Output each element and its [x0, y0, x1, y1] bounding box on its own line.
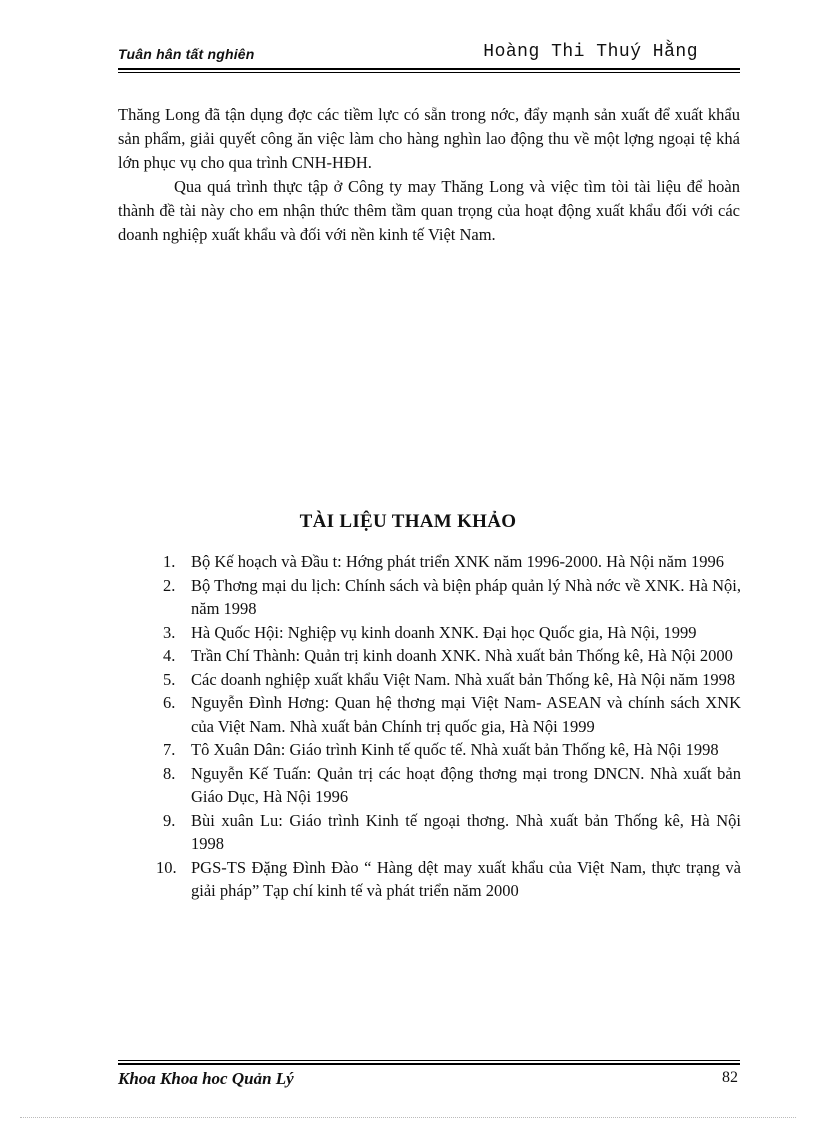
reference-item — [163, 550, 741, 574]
header-rule-thick — [118, 68, 740, 70]
footer-rule-thin — [118, 1060, 740, 1061]
page-number: 82 — [722, 1069, 738, 1086]
reference-text: Bùi xuân Lu: Giáo trình Kinh tế ngoại thơng. Nhà xuất bản Thống kê, Hà Nội 1998 — [191, 810, 741, 853]
reference-text: PGS-TS Đặng Đình Đào “ Hàng dệt may xuất khẩu của Việt Nam, thực trạng và giải pháp” Tạp chí kinh tế và phát triển năm 2000 — [191, 857, 741, 900]
reference-number: 7. — [163, 740, 176, 759]
reference-text: Trần Chí Thành: Quản trị kinh doanh XNK. Nhà xuất bản Thống kê, Hà Nội 2000 — [191, 646, 733, 665]
reference-text: Hà Quốc Hội: Nghiệp vụ kinh doanh XNK. Đại học Quốc gia, Hà Nội, 1999 — [191, 622, 697, 642]
reference-number: 8. — [163, 763, 176, 783]
reference-text: Bộ Kế hoạch và Đầu t: Hớng phát triển XNK năm 1996-2000. Hà Nội năm 1996 — [191, 552, 724, 571]
body-text — [118, 103, 740, 247]
footer-rule-thick — [118, 1063, 740, 1065]
reference-item — [163, 621, 741, 645]
reference-text: Nguyễn Kế Tuấn: Quản trị các hoạt động thơng mại trong DNCN. Nhà xuất bản Giáo Dục, Hà Nội 1996 — [191, 763, 741, 806]
reference-text: Tô Xuân Dân: Giáo trình Kinh tế quốc tế. Nhà xuất bản Thống kê, Hà Nội 1998 — [191, 740, 719, 759]
body-paragraph-1: Thăng Long đã tận dụng đợc các tiềm lực có sẵn trong nớc, đẩy mạnh sản xuất để xuất khẩu sản phẩm, giải quyết công ăn việc làm cho hàng nghìn lao động thu về một lợng ngoại tệ khá lớn phục vụ cho qua trình CNH-HĐH. — [118, 105, 740, 172]
reference-text: Các doanh nghiệp xuất khẩu Việt Nam. Nhà xuất bản Thống kê, Hà Nội năm 1998 — [191, 669, 736, 689]
reference-text: Nguyễn Đình Hơng: Quan hệ thơng mại Việt Nam- ASEAN và chính sách XNK của Việt Nam. Nhà xuất bản Chính trị quốc gia, Hà Nội 1999 — [191, 693, 741, 736]
header-document-type: Tuân hân tất nghiên — [118, 46, 255, 62]
footer-faculty: Khoa Khoa hoc Quản Lý — [118, 1069, 294, 1088]
reference-number: 9. — [163, 810, 176, 830]
reference-item — [163, 809, 741, 856]
reference-number: 3. — [163, 622, 176, 642]
reference-item — [163, 668, 741, 692]
reference-number: 6. — [163, 693, 176, 712]
body-paragraph-2: Qua quá trình thực tập ở Công ty may Thăng Long và việc tìm tòi tài liệu để hoàn thành đề tài này cho em nhận thức thêm tầm quan trọng của hoạt động xuất khẩu đối với các doanh nghiệp xuất khẩu và đối với nền kinh tế Việt Nam. — [118, 177, 740, 244]
page-bottom-divider — [20, 1117, 796, 1118]
page-header — [118, 40, 740, 68]
references-title: TÀI LIỆU THAM KHẢO — [299, 511, 517, 532]
header-rule-thin — [118, 72, 740, 73]
reference-number: 2. — [163, 575, 176, 595]
reference-number: 10. — [156, 857, 177, 877]
reference-number: 4. — [163, 646, 176, 665]
reference-item — [163, 738, 741, 762]
reference-item — [163, 644, 741, 668]
reference-item — [163, 762, 741, 809]
reference-item — [163, 574, 741, 621]
reference-item — [156, 856, 741, 903]
reference-item — [163, 691, 741, 738]
references-list — [156, 550, 741, 903]
reference-text: Bộ Thơng mại du lịch: Chính sách và biện pháp quản lý Nhà nớc về XNK. Hà Nội, năm 1998 — [191, 575, 741, 618]
reference-number: 1. — [163, 552, 176, 571]
header-author-name: Hoàng Thi Thuý Hằng — [483, 42, 698, 62]
reference-number: 5. — [163, 669, 176, 689]
